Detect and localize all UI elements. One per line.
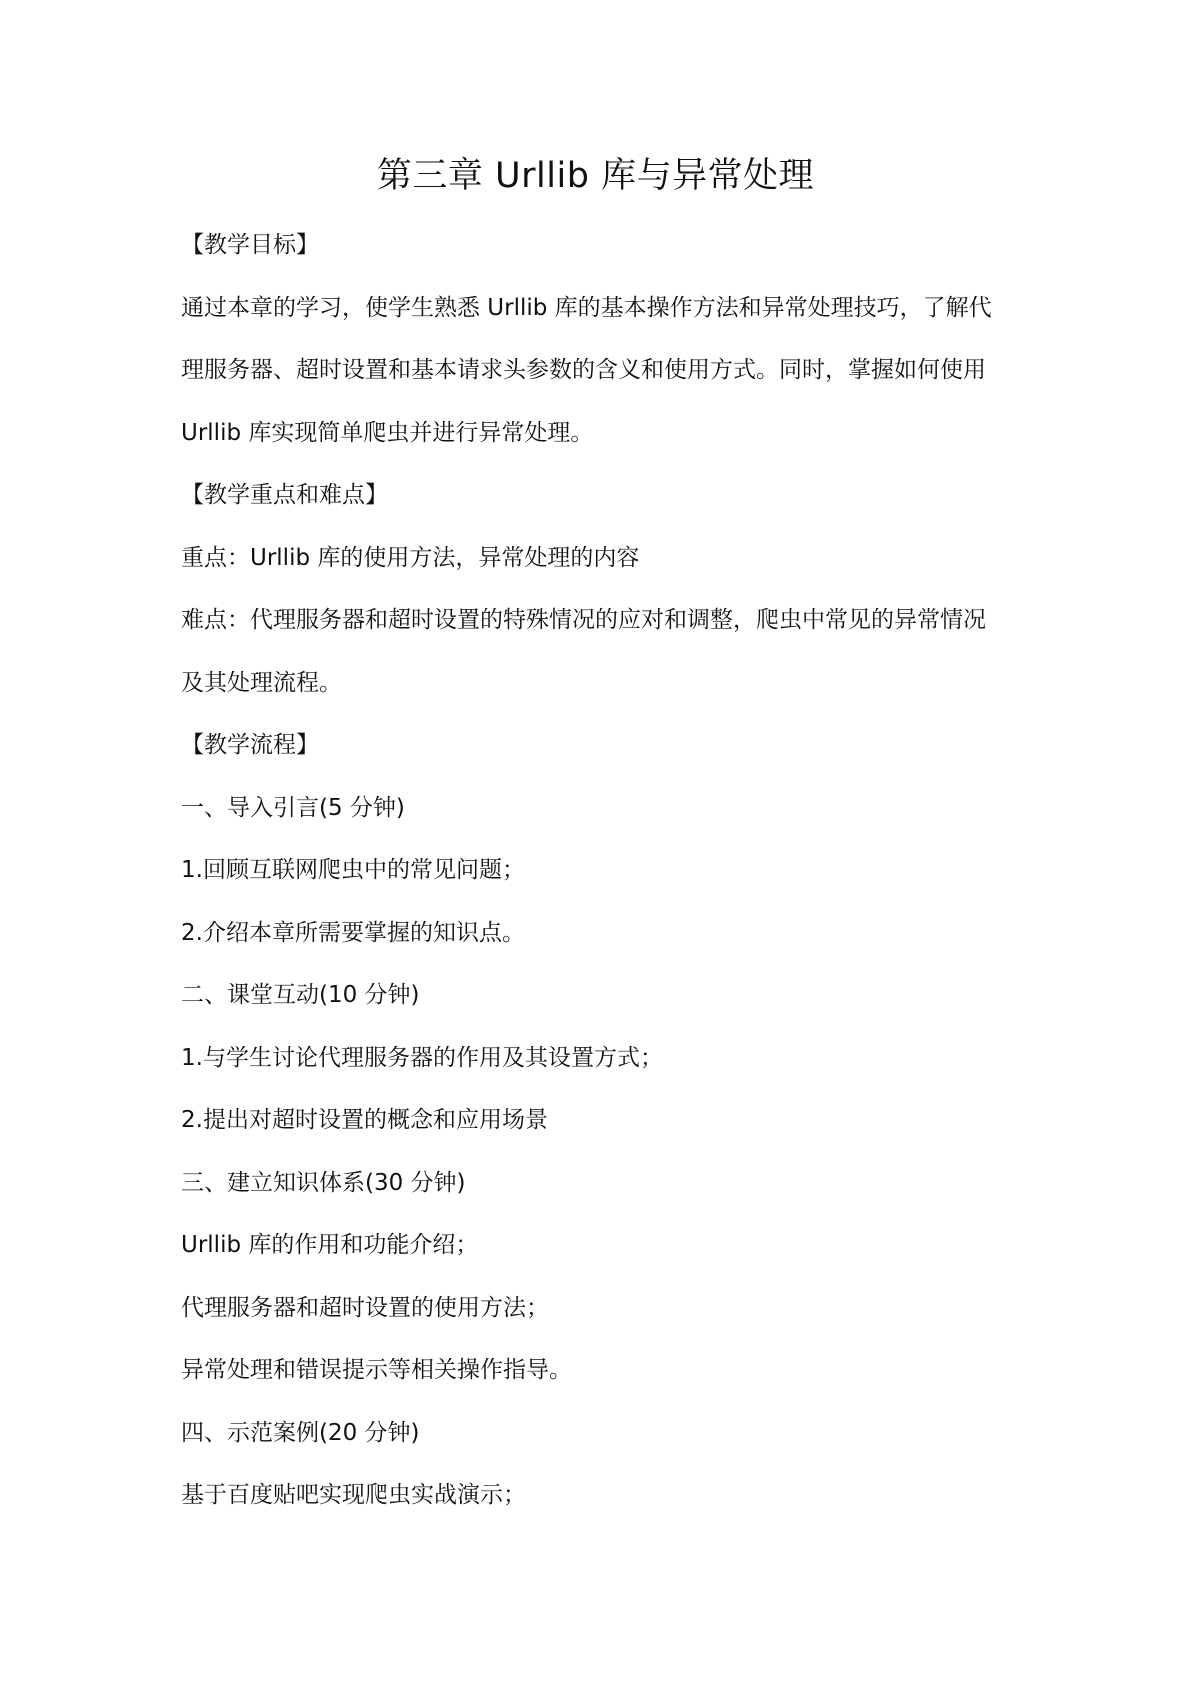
paragraph-line: 通过本章的学习，使学生熟悉 Urllib 库的基本操作方法和异常处理技巧，了解代 [181, 294, 992, 321]
list-item: 代理服务器和超时设置的使用方法； [181, 1294, 549, 1321]
list-item: 2.提出对超时设置的概念和应用场景 [181, 1107, 548, 1133]
paragraph-line: 及其处理流程。 [181, 669, 342, 696]
paragraph-line: 难点：代理服务器和超时设置的特殊情况的应对和调整，爬虫中常见的异常情况 [181, 607, 986, 633]
paragraph-line: 重点：Urllib 库的使用方法，异常处理的内容 [181, 544, 640, 571]
subsection-heading: 二、课堂互动(10 分钟) [181, 982, 420, 1008]
document-title: 第三章 Urllib 库与异常处理 [376, 156, 815, 196]
section-heading-process: 【教学流程】 [181, 732, 319, 758]
subsection-heading: 四、示范案例(20 分钟) [181, 1419, 420, 1446]
list-item: 基于百度贴吧实现爬虫实战演示； [181, 1482, 526, 1508]
list-item: 1.回顾互联网爬虫中的常见问题； [181, 857, 525, 883]
list-item: 异常处理和错误提示等相关操作指导。 [181, 1357, 572, 1383]
list-item: Urllib 库的作用和功能介绍； [181, 1232, 479, 1258]
subsection-heading: 一、导入引言(5 分钟) [181, 794, 405, 821]
list-item: 2.介绍本章所需要掌握的知识点。 [181, 919, 525, 946]
paragraph-line: 理服务器、超时设置和基本请求头参数的含义和使用方式。同时，掌握如何使用 [181, 357, 986, 383]
document-body [181, 214, 1021, 1527]
paragraph-line: Urllib 库实现简单爬虫并进行异常处理。 [181, 419, 594, 446]
section-heading-key-points: 【教学重点和难点】 [181, 482, 388, 508]
section-heading-objectives: 【教学目标】 [181, 232, 319, 258]
subsection-heading: 三、建立知识体系(30 分钟) [181, 1169, 466, 1196]
list-item: 1.与学生讨论代理服务器的作用及其设置方式； [181, 1044, 663, 1071]
